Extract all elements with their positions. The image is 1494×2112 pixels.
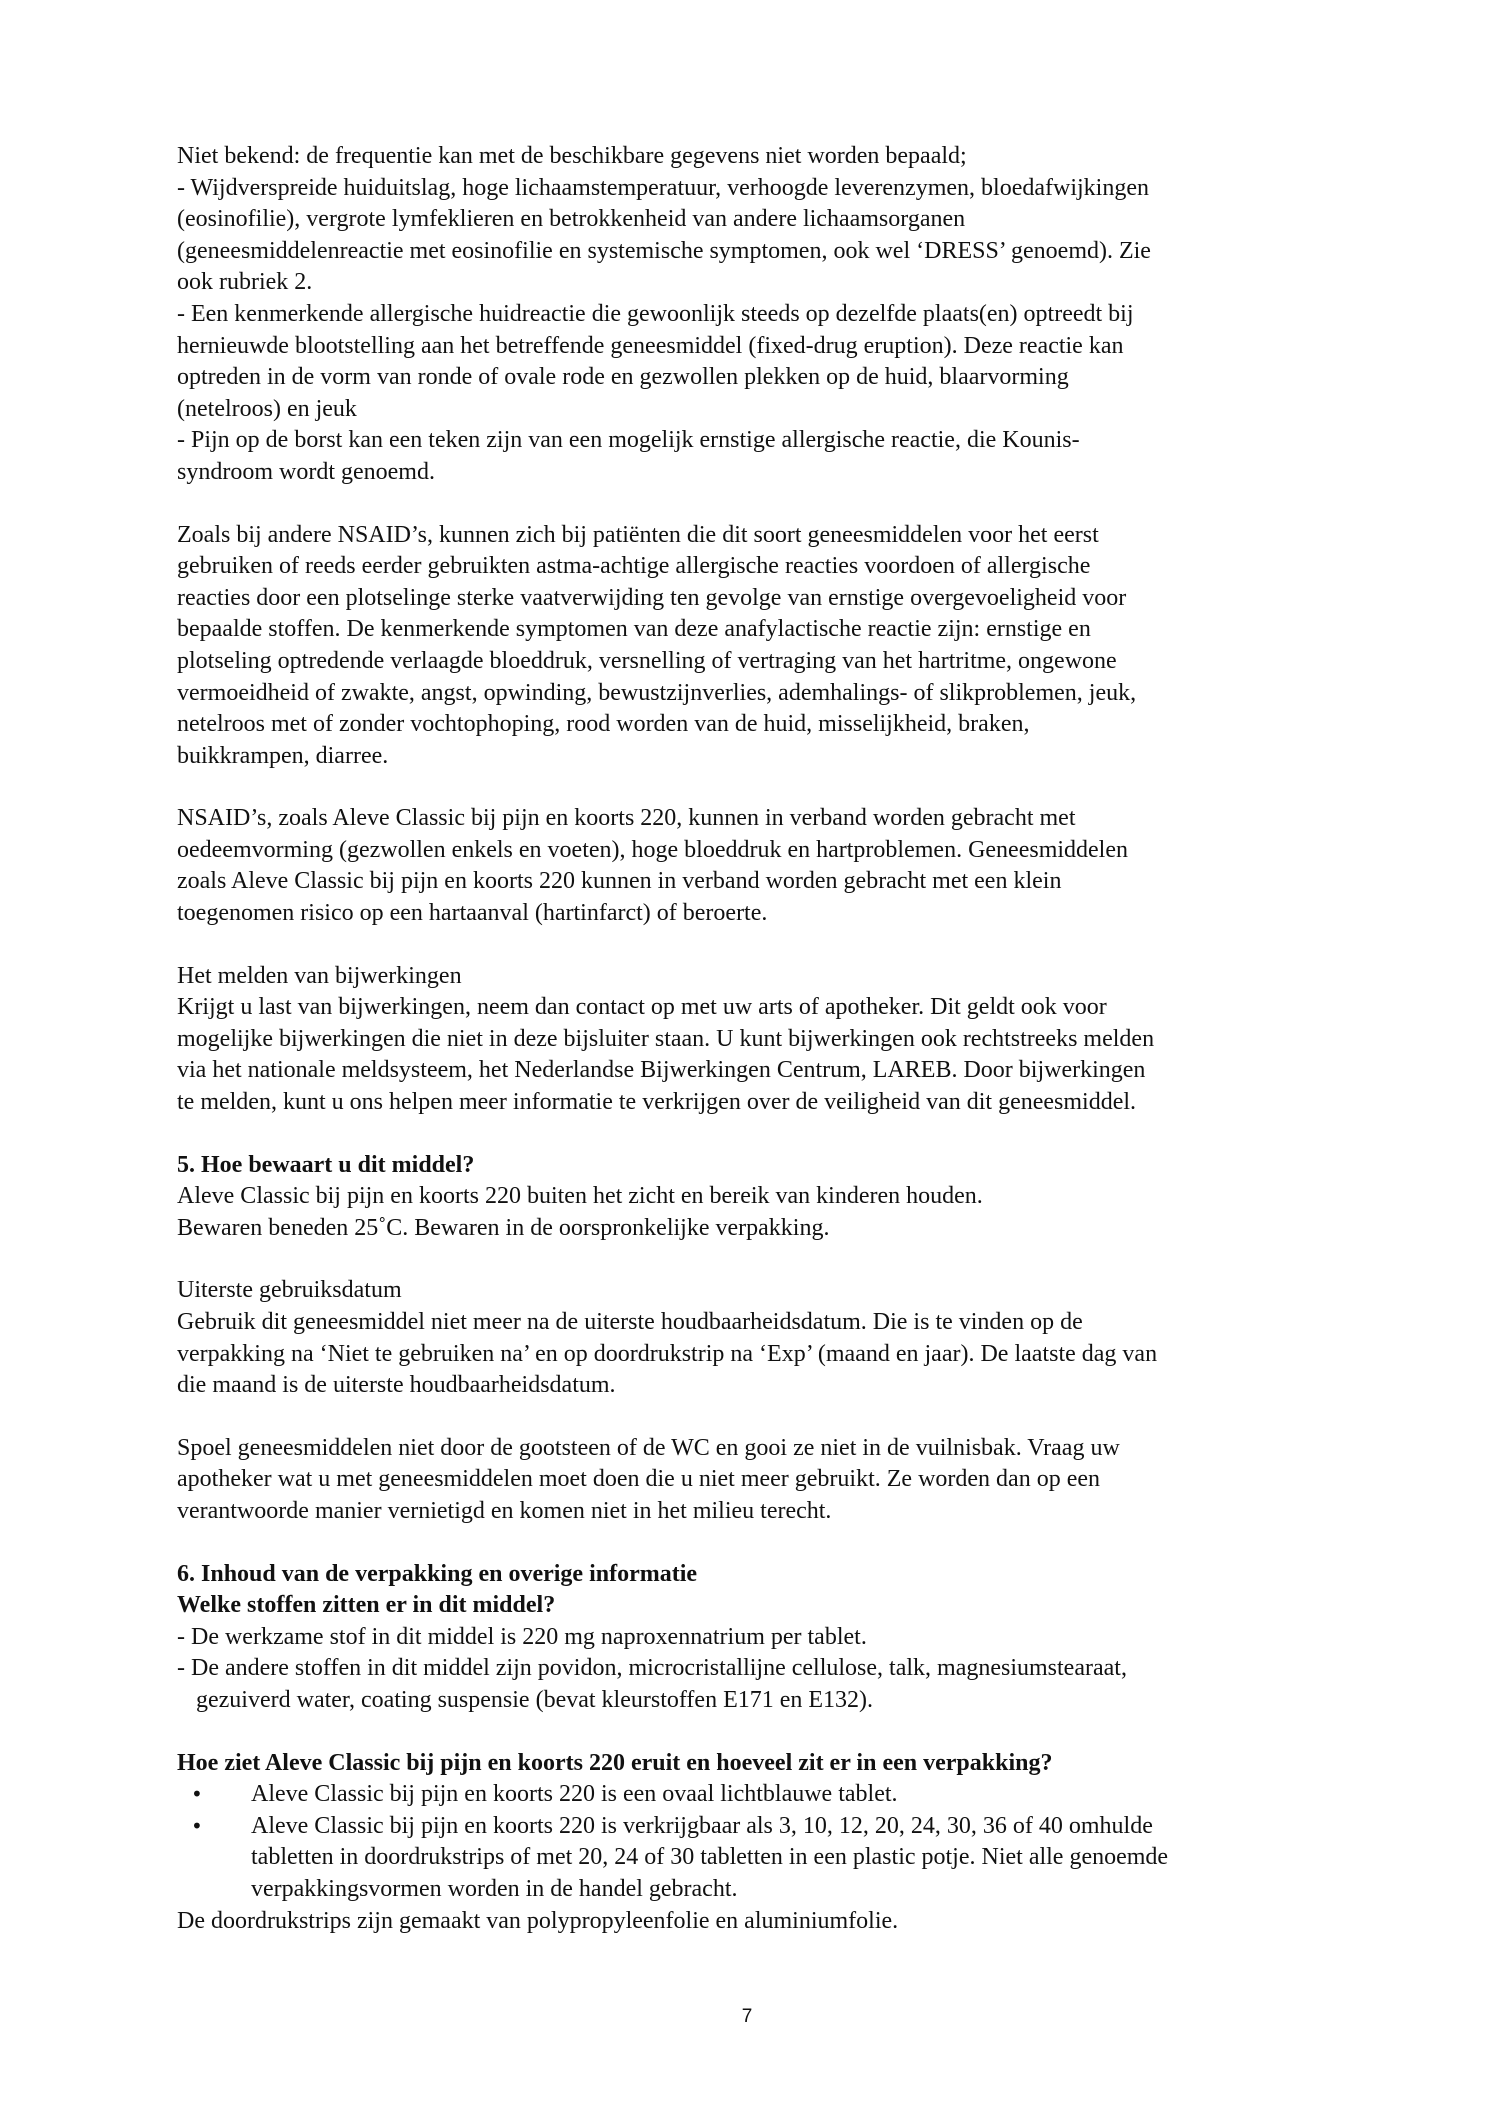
text-line: via het nationale meldsysteem, het Nederlandse Bijwerkingen Centrum, LAREB. Door bijwerkingen bbox=[177, 1057, 1146, 1084]
text-line: - Pijn op de borst kan een teken zijn van een mogelijk ernstige allergische reactie, die Kounis- bbox=[177, 427, 1080, 454]
list-item bbox=[177, 1811, 1337, 1906]
nsaid-cardiovascular-paragraph bbox=[177, 803, 1337, 929]
text-line: reacties door een plotselinge sterke vaatverwijding ten gevolge van ernstige overgevoeligheid voor bbox=[177, 584, 1127, 611]
list-item bbox=[177, 1779, 1337, 1811]
section-5-heading: 5. Hoe bewaart u dit middel? bbox=[177, 1151, 475, 1178]
text-line: ook rubriek 2. bbox=[177, 269, 313, 296]
text-line: Aleve Classic bij pijn en koorts 220 is verkrijgbaar als 3, 10, 12, 20, 24, 30, 36 of 40 omhulde bbox=[251, 1812, 1153, 1839]
text-line: oedeemvorming (gezwollen enkels en voeten), hoge bloeddruk en hartproblemen. Geneesmiddelen bbox=[177, 836, 1128, 863]
page-number: 7 bbox=[741, 2006, 753, 2027]
text-line: (netelroos) en jeuk bbox=[177, 395, 357, 422]
text-line: vermoeidheid of zwakte, angst, opwinding, bewustzijnverlies, ademhalings- of slikproblemen, jeuk, bbox=[177, 679, 1137, 706]
text-line: Gebruik dit geneesmiddel niet meer na de uiterste houdbaarheidsdatum. Die is te vinden op de bbox=[177, 1309, 1083, 1335]
text-line: gezuiverd water, coating suspensie (bevat kleurstoffen E171 en E132). bbox=[196, 1686, 874, 1713]
text-line: Zoals bij andere NSAID’s, kunnen zich bij patiënten die dit soort geneesmiddelen voor het eerst bbox=[177, 521, 1099, 548]
text-line: netelroos met of zonder vochtophoping, rood worden van de huid, misselijkheid, braken, bbox=[177, 711, 1030, 738]
section-5 bbox=[177, 1150, 1337, 1245]
text-line: NSAID’s, zoals Aleve Classic bij pijn en koorts 220, kunnen in verband worden gebracht met bbox=[177, 805, 1076, 832]
text-line: hernieuwde blootstelling aan het betreffende geneesmiddel (fixed-drug eruption). Deze reactie kan bbox=[177, 332, 1124, 359]
text-line: syndroom wordt genoemd. bbox=[177, 458, 435, 485]
subheading: Uiterste gebruiksdatum bbox=[177, 1277, 402, 1304]
text-line: buikkrampen, diarree. bbox=[177, 742, 389, 769]
text-line: (eosinofilie), vergrote lymfeklieren en betrokkenheid van andere lichaamsorganen bbox=[177, 206, 966, 233]
text-line: gebruiken of reeds eerder gebruikten astma-achtige allergische reacties voordoen of allergische bbox=[177, 553, 1091, 580]
package-description-heading: Hoe ziet Aleve Classic bij pijn en koorts 220 eruit en hoeveel zit er in een verpakking? bbox=[177, 1749, 1053, 1776]
section-6-subheading: Welke stoffen zitten er in dit middel? bbox=[177, 1592, 556, 1619]
text-line: optreden in de vorm van ronde of ovale rode en gezwollen plekken op de huid, blaarvorming bbox=[177, 364, 1069, 391]
text-line: tabletten in doordrukstrips of met 20, 24 of 30 tabletten in een plastic potje. Niet alle genoemde bbox=[251, 1844, 1169, 1871]
text-line: te melden, kunt u ons helpen meer informatie te verkrijgen over de veiligheid van dit geneesmiddel. bbox=[177, 1089, 1137, 1116]
text-line: - De werkzame stof in dit middel is 220 mg naproxennatrium per tablet. bbox=[177, 1623, 867, 1650]
text-line: verantwoorde manier vernietigd en komen niet in het milieu terecht. bbox=[177, 1497, 832, 1524]
disposal-paragraph bbox=[177, 1433, 1337, 1528]
subheading: Het melden van bijwerkingen bbox=[177, 962, 462, 989]
package-bullet-list bbox=[177, 1779, 1337, 1905]
text-line: die maand is de uiterste houdbaarheidsdatum. bbox=[177, 1372, 616, 1399]
text-line: - Wijdverspreide huiduitslag, hoge lichaamstemperatuur, verhoogde leverenzymen, bloedafwijkingen bbox=[177, 174, 1149, 201]
text-line: Aleve Classic bij pijn en koorts 220 buiten het zicht en bereik van kinderen houden. bbox=[177, 1183, 983, 1210]
text-line: verpakking na ‘Niet te gebruiken na’ en op doordrukstrip na ‘Exp’ (maand en jaar). De laatste dag van bbox=[177, 1340, 1158, 1367]
section-6-heading: 6. Inhoud van de verpakking en overige informatie bbox=[177, 1560, 698, 1587]
text-line: Bewaren beneden 25˚C. Bewaren in de oorspronkelijke verpakking. bbox=[177, 1214, 830, 1241]
blister-material-line: De doordrukstrips zijn gemaakt van polypropyleenfolie en aluminiumfolie. bbox=[177, 1907, 899, 1934]
text-line: mogelijke bijwerkingen die niet in deze bijsluiter staan. U kunt bijwerkingen ook rechtstreeks melden bbox=[177, 1025, 1155, 1052]
text-line: bepaalde stoffen. De kenmerkende symptomen van deze anafylactische reactie zijn: ernstige en bbox=[177, 616, 1091, 643]
document-page bbox=[177, 141, 1337, 1937]
bullet-icon: • bbox=[191, 1782, 203, 1807]
text-line: apotheker wat u met geneesmiddelen moet doen die u niet meer gebruikt. Ze worden dan op een bbox=[177, 1466, 1101, 1493]
bullet-icon: • bbox=[191, 1813, 203, 1838]
text-line: zoals Aleve Classic bij pijn en koorts 220 kunnen in verband worden gebracht met een klein bbox=[177, 868, 1062, 895]
text-line: - De andere stoffen in dit middel zijn povidon, microcristallijne cellulose, talk, magnesiumstearaat, bbox=[177, 1655, 1127, 1682]
reporting-side-effects-paragraph bbox=[177, 961, 1337, 1119]
text-line: verpakkingsvormen worden in de handel gebracht. bbox=[251, 1875, 738, 1902]
text-line: plotseling optredende verlaagde bloeddruk, versnelling of vertraging van het hartritme, ongewone bbox=[177, 647, 1117, 674]
package-description-heading-wrap bbox=[177, 1748, 1337, 1780]
text-line: toegenomen risico op een hartaanval (hartinfarct) of beroerte. bbox=[177, 900, 768, 927]
text-line: - Een kenmerkende allergische huidreactie die gewoonlijk steeds op dezelfde plaats(en) optreedt bij bbox=[177, 300, 1134, 327]
side-effects-unknown-frequency bbox=[177, 141, 1337, 489]
text-line: Spoel geneesmiddelen niet door de gootsteen of de WC en gooi ze niet in de vuilnisbak. Vraag uw bbox=[177, 1434, 1120, 1461]
text-line: Niet bekend: de frequentie kan met de beschikbare gegevens niet worden bepaald; bbox=[177, 143, 967, 169]
anaphylaxis-paragraph bbox=[177, 520, 1337, 773]
text-line: Krijgt u last van bijwerkingen, neem dan contact op met uw arts of apotheker. Dit geldt ook voor bbox=[177, 994, 1107, 1021]
text-line: (geneesmiddelenreactie met eosinofilie en systemische symptomen, ook wel ‘DRESS’ genoemd). Zie bbox=[177, 237, 1151, 264]
expiry-paragraph bbox=[177, 1275, 1337, 1401]
section-6 bbox=[177, 1559, 1337, 1717]
text-line: Aleve Classic bij pijn en koorts 220 is een ovaal lichtblauwe tablet. bbox=[251, 1781, 898, 1808]
